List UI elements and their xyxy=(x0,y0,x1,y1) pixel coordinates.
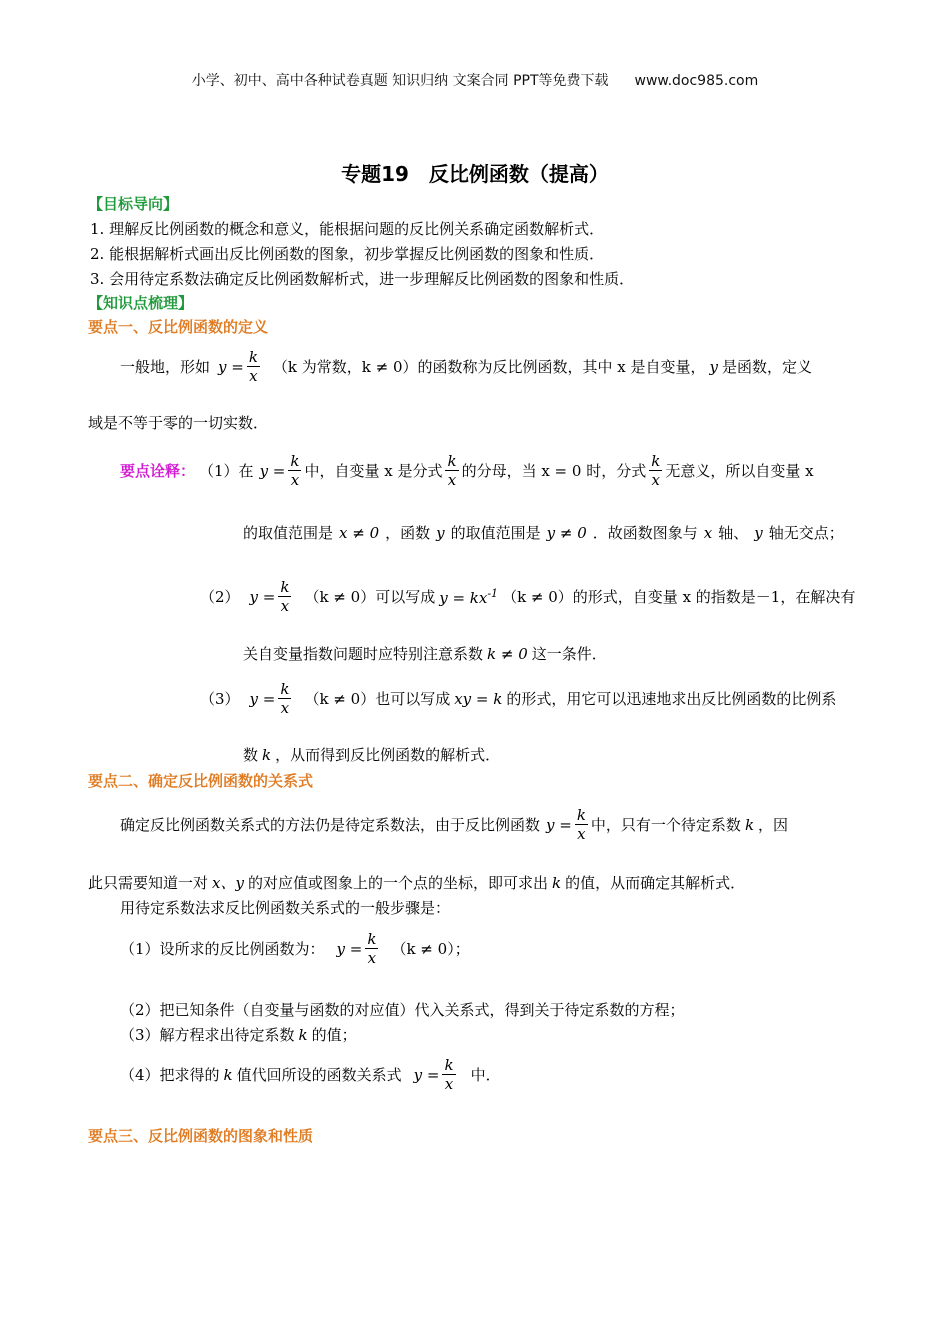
page-title: 专题19 反比例函数（提高） xyxy=(341,162,609,186)
text: 数 xyxy=(243,746,259,764)
numerator: k xyxy=(280,578,290,596)
text: 是函数，定义 xyxy=(722,358,813,376)
note2-line xyxy=(200,578,855,615)
denominator: x xyxy=(280,597,290,615)
header-site: www.doc985.com xyxy=(634,73,759,89)
formula-y-eq: y = xyxy=(413,1065,440,1084)
text: 此只需要知道一对 xyxy=(88,874,209,892)
note1-line-2 xyxy=(243,522,844,543)
text: 这一条件． xyxy=(531,645,607,663)
note2-line-2 xyxy=(243,643,607,664)
text: 轴无交点； xyxy=(768,524,844,542)
math-y-ne-0: y ≠ 0 xyxy=(546,523,587,542)
goal-item: 2. 能根据解析式画出反比例函数的图象，初步掌握反比例函数的图象和性质． xyxy=(90,245,605,263)
math-k-ne-0: k ≠ 0 xyxy=(487,644,528,663)
text: （k ≠ 0）的形式，自变量 x 的指数是－1，在解决有 xyxy=(502,588,856,606)
var-k: k xyxy=(551,873,562,892)
goal-item: 1. 理解反比例函数的概念和意义，能根据问题的反比例关系确定函数解析式． xyxy=(90,220,605,238)
text: 的值，从而确定其解析式． xyxy=(565,874,746,892)
definition-line-2: 域是不等于零的一切实数． xyxy=(88,414,269,432)
text: 中，只有一个待定系数 xyxy=(590,816,741,834)
text: 的形式，用它可以迅速地求出反比例函数的比例系 xyxy=(506,690,837,708)
step1 xyxy=(120,930,470,967)
note-label: 要点诠释： xyxy=(120,462,196,480)
goals-heading: 【目标导向】 xyxy=(88,195,179,213)
var-k: k xyxy=(298,1025,308,1044)
fraction-k-over-x xyxy=(365,930,378,967)
denominator: x xyxy=(280,699,290,717)
note1-line xyxy=(120,452,814,489)
numerator: k xyxy=(280,680,290,698)
text: （k 为常数，k ≠ 0）的函数称为反比例函数，其中 x 是自变量， xyxy=(272,358,706,376)
text: （1）设所求的反比例函数为： xyxy=(120,940,325,958)
formula-y-eq: y = xyxy=(336,939,363,958)
text: （3） xyxy=(200,690,240,708)
var-k: k xyxy=(223,1065,233,1084)
math-y-kx: y = kx xyxy=(439,588,488,607)
text: ，函数 xyxy=(385,524,431,542)
formula-y-eq: y = xyxy=(249,587,276,606)
text: 的分母，当 x = 0 时，分式 xyxy=(461,462,647,480)
numerator: k xyxy=(576,806,586,824)
text: 中，自变量 x 是分式 xyxy=(304,462,443,480)
denominator: x xyxy=(367,949,377,967)
point2-heading: 要点二、确定反比例函数的关系式 xyxy=(88,772,314,790)
step2: （2）把已知条件（自变量与函数的对应值）代入关系式，得到关于待定系数的方程； xyxy=(120,1001,685,1019)
page-header xyxy=(0,70,950,90)
text: 的取值范围是 xyxy=(450,524,541,542)
fraction-k-over-x xyxy=(278,578,291,615)
step3 xyxy=(120,1024,357,1045)
text: 的对应值或图象上的一个点的坐标，即可求出 xyxy=(247,874,548,892)
numerator: k xyxy=(444,1056,454,1074)
numerator: k xyxy=(367,930,377,948)
text: 关自变量指数问题时应特别注意系数 xyxy=(243,645,484,663)
fraction-k-over-x xyxy=(247,348,260,385)
numerator: k xyxy=(290,452,300,470)
text: 一般地，形如 xyxy=(120,358,211,376)
fraction-k-over-x xyxy=(278,680,291,717)
text: 值代回所设的函数关系式 xyxy=(236,1066,402,1084)
var-y: y xyxy=(436,523,445,542)
var-y: y xyxy=(709,357,718,376)
var-y: y xyxy=(754,523,763,542)
header-text: 小学、初中、高中各种试卷真题 知识归纳 文案合同 PPT等免费下载 xyxy=(191,73,609,89)
text: （k ≠ 0）也可以写成 xyxy=(304,690,451,708)
text: （2） xyxy=(200,588,240,606)
denominator: x xyxy=(249,367,258,385)
text: 的值； xyxy=(311,1026,357,1044)
formula-y-eq: y = xyxy=(218,357,244,376)
text: ，因 xyxy=(758,816,789,834)
denominator: x xyxy=(577,825,586,843)
numerator: k xyxy=(248,348,258,366)
var-k: k xyxy=(744,815,755,834)
formula-y-eq: y = xyxy=(249,689,276,708)
point2-line-1 xyxy=(120,806,788,843)
text: ．故函数图象与 xyxy=(592,524,698,542)
text: （3）解方程求出待定系数 xyxy=(120,1026,295,1044)
var-x: x xyxy=(703,523,713,542)
math-xy-k: xy = k xyxy=(454,689,503,708)
math-x-y: x、y xyxy=(212,874,244,892)
denominator: x xyxy=(447,471,457,489)
text: 无意义，所以自变量 x xyxy=(665,462,814,480)
step4 xyxy=(120,1056,501,1093)
var-k: k xyxy=(262,745,272,764)
text: （1）在 xyxy=(199,462,254,480)
formula-y-eq: y = xyxy=(546,815,572,834)
math-x-ne-0: x ≠ 0 xyxy=(339,523,380,542)
knowledge-heading: 【知识点梳理】 xyxy=(88,294,194,312)
fraction-k-over-x xyxy=(445,452,458,489)
text: 的取值范围是 xyxy=(243,524,334,542)
text: ，从而得到反比例函数的解析式． xyxy=(275,746,501,764)
numerator: k xyxy=(447,452,457,470)
definition-line xyxy=(120,348,812,385)
point1-heading: 要点一、反比例函数的定义 xyxy=(88,318,269,336)
note3-line xyxy=(200,680,836,717)
point2-line-2 xyxy=(88,872,745,893)
denominator: x xyxy=(290,471,300,489)
denominator: x xyxy=(651,471,660,489)
fraction-k-over-x xyxy=(288,452,301,489)
point3-heading: 要点三、反比例函数的图象和性质 xyxy=(88,1127,314,1145)
text: （k ≠ 0）可以写成 xyxy=(304,588,436,606)
goal-item: 3. 会用待定系数法确定反比例函数解析式，进一步理解反比例函数的图象和性质． xyxy=(90,270,635,288)
text: （k ≠ 0）； xyxy=(391,940,470,958)
note3-line-2 xyxy=(243,744,500,765)
point2-line-3: 用待定系数法求反比例函数关系式的一般步骤是： xyxy=(120,899,451,917)
text: 确定反比例函数关系式的方法仍是待定系数法，由于反比例函数 xyxy=(120,816,541,834)
exponent: -1 xyxy=(487,586,499,600)
text: （4）把求得的 xyxy=(120,1066,220,1084)
denominator: x xyxy=(444,1075,454,1093)
text: 中． xyxy=(470,1066,501,1084)
formula-y-kx xyxy=(439,587,498,607)
formula-y-eq: y = xyxy=(259,461,286,480)
fraction-k-over-x xyxy=(649,452,662,489)
numerator: k xyxy=(651,452,661,470)
fraction-k-over-x xyxy=(575,806,588,843)
text: 轴、 xyxy=(718,524,749,542)
fraction-k-over-x xyxy=(442,1056,455,1093)
